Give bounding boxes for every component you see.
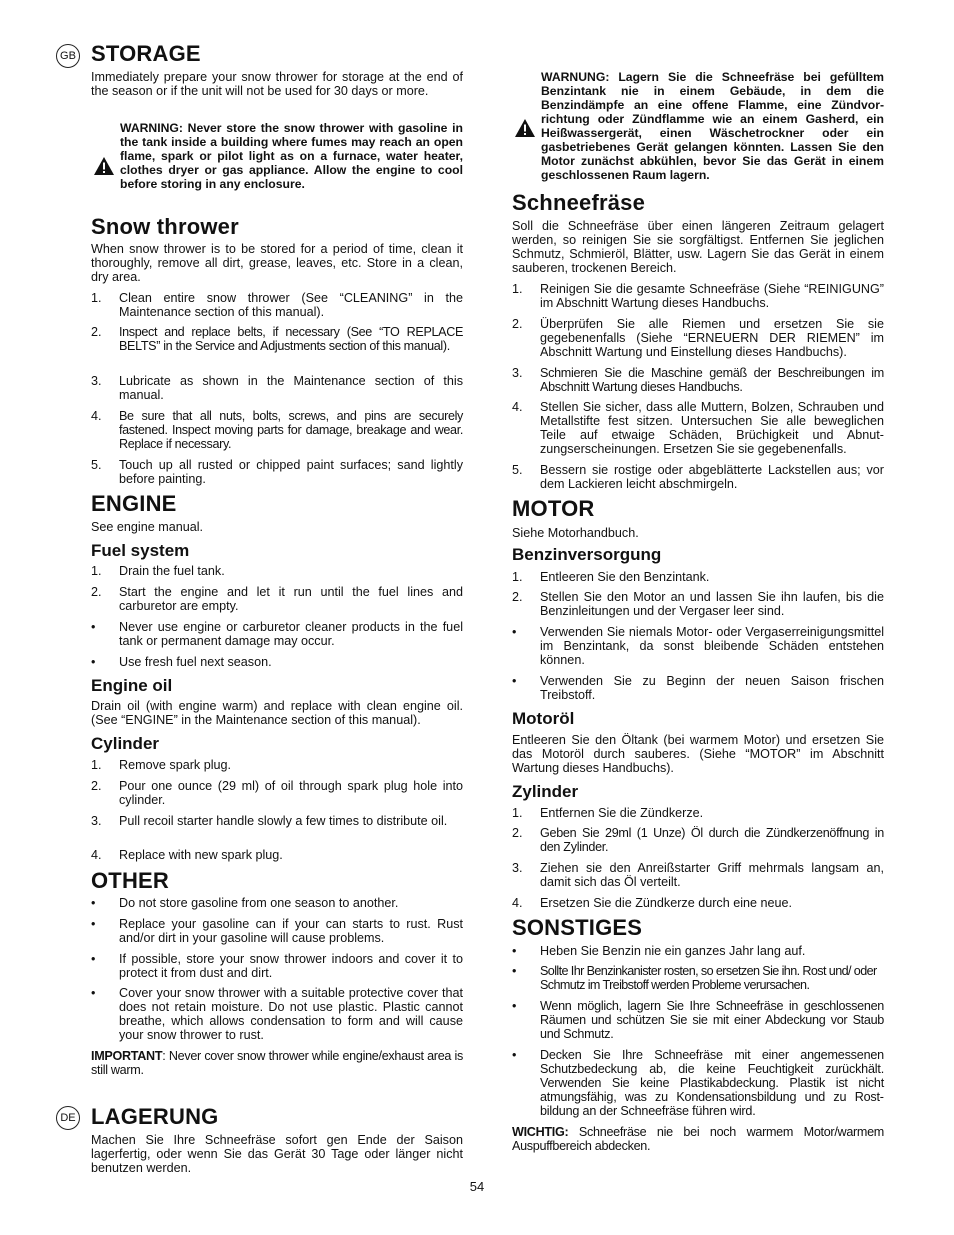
- schneefraese-intro: Soll die Schneefräse über einen längeren Zeitraum gelagert werden, so reinigen Sie sie sorgfältigst. Entfernen Sie jeglichen Schmutz, Schmieröl, Blätter, usw. Lagern Sie das Gerät in einem sauberen, trockenen Bereich.: [512, 219, 884, 275]
- engine-heading: ENGINE: [91, 491, 177, 516]
- engine-intro: See engine manual.: [91, 520, 204, 534]
- language-badge-de: DE: [56, 1106, 80, 1130]
- list-item: 2. Inspect and replace belts, if necessary (See “TO REPLACE BELTS” in the Service and Adjustments section of this manual).: [91, 325, 463, 353]
- engine-oil-text: Drain oil (with engine warm) and replace with clean engine oil. (See “ENGINE” in the Maintenance section of this manual).: [91, 699, 463, 727]
- list-item: • Verwenden Sie zu Beginn der neuen Saison frischen Treibstoff.: [512, 674, 884, 702]
- important-note: [91, 1049, 463, 1077]
- lagerung-heading: LAGERUNG: [91, 1104, 219, 1129]
- wichtig-note: [512, 1125, 884, 1153]
- list-item: • Cover your snow thrower with a suitable protective cover that does not retain moisture. Do not use plastic. Plastic cannot breathe, which allows condensation to form and will cause your snow thrower to rust.: [91, 986, 463, 1042]
- list-item: 4. Replace with new spark plug.: [91, 848, 283, 862]
- page-number: 54: [469, 1179, 485, 1194]
- list-item: 5. Touch up all rusted or chipped paint surfaces; sand lightly before painting.: [91, 458, 463, 486]
- list-item: • Sollte Ihr Benzinkanister rosten, so ersetzen Sie ihn. Rost und/ oder Schmutz im Treibstoff werden Probleme verursachen.: [512, 964, 877, 992]
- list-item: 1. Clean entire snow thrower (See “CLEANING” in the Maintenance section of this manual).: [91, 291, 463, 319]
- list-item: 4. Ersetzen Sie die Zündkerze durch eine neue.: [512, 896, 793, 910]
- snow-thrower-heading: Snow thrower: [91, 214, 239, 239]
- wichtig-text: Schneefräse nie bei noch warmem Motor/warmem Auspuffbereich abdecken.: [512, 1125, 884, 1153]
- schneefraese-heading: Schneefräse: [512, 190, 646, 215]
- storage-intro: Immediately prepare your snow thrower for storage at the end of the season or if the unit will not be used for 30 days or more.: [91, 70, 463, 98]
- list-item: 1. Entleeren Sie den Benzintank.: [512, 570, 710, 584]
- important-text: : Never cover snow thrower while engine/exhaust area is still warm.: [91, 1049, 463, 1077]
- list-item: 3. Schmieren Sie die Maschine gemäß der Beschreibungen im Abschnitt Wartung dieses Handbuchs.: [512, 366, 884, 394]
- list-item: 5. Bessern sie rostige oder abgeblätterte Lackstellen aus; vor dem Lackieren leicht abschmirgeln.: [512, 463, 884, 491]
- list-item: • Use fresh fuel next season.: [91, 655, 272, 669]
- benzinversorgung-heading: Benzinversorgung: [512, 545, 662, 564]
- list-item: 2. Pour one ounce (29 ml) of oil through spark plug hole into cylinder.: [91, 779, 463, 807]
- list-item: • Verwenden Sie niemals Motor- oder Vergaserreinigungsmittel im Benzintank, da sonst bleibende Schäden entstehen können.: [512, 625, 884, 667]
- list-item: • If possible, store your snow thrower indoors and cover it to protect it from dust and dirt.: [91, 952, 463, 980]
- storage-warning: WARNING: Never store the snow thrower with gasoline in the tank inside a building where fumes may reach an open flame, spark or pilot light as on a furnace, water heater, clothes dryer or gas appliance. Allow the engine to cool before storing in any enclosure.: [120, 121, 463, 191]
- warning-triangle-icon: [93, 156, 115, 176]
- list-item: 2. Stellen Sie den Motor an und lassen Sie ihn laufen, bis die Benzinleitungen und der Vergaser leer sind.: [512, 590, 884, 618]
- list-item: • Wenn möglich, lagern Sie Ihre Schneefräse in geschlossenen Räumen und schützen Sie sie mit einer Abdeckung vor Staub und Schmutz.: [512, 999, 884, 1041]
- warnung-text: WARNUNG: Lagern Sie die Schneefräse bei gefülltem Benzintank nie in einem Gebäude, in dem die Benzindämpfe an eine offene Flamme, eine Zündvorrichtung oder Zündflamme wie an einem Gasherd, ein Heißwassergerät, einen Wäschetrockner oder ein gasbetriebenes Gerät gelangen könnten. Lassen Sie den Motor zunächst abkühlen, bevor Sie das Gerät in einem geschlossenen Raum lagern.: [541, 70, 884, 182]
- storage-heading: STORAGE: [91, 41, 201, 66]
- list-item: • Decken Sie Ihre Schneefräse mit einer angemessenen Schutzbedeckung ab, die keine Feuchtigkeit zurückhält. Verwenden Sie keine Plastikabdeckung. Plastik ist nicht atmungsfähig, was zu Kondensationsbildung und zu Rostbildung an der Schneefräse führen wird.: [512, 1048, 884, 1118]
- list-item: 3. Ziehen sie den Anreißstarter Griff mehrmals langsam an, damit sich das Öl verteilt.: [512, 861, 884, 889]
- list-item: 1. Drain the fuel tank.: [91, 564, 225, 578]
- list-item: • Never use engine or carburetor cleaner products in the fuel tank or permanent damage may occur.: [91, 620, 463, 648]
- motoroel-heading: Motoröl: [512, 709, 575, 728]
- list-item: • Do not store gasoline from one season to another.: [91, 896, 399, 910]
- list-item: 4. Be sure that all nuts, bolts, screws, and pins are securely fastened. Inspect moving parts for damage, breakage and wear. Replace if necessary.: [91, 409, 463, 451]
- important-label: IMPORTANT: [91, 1049, 163, 1063]
- list-item: 1. Entfernen Sie die Zündkerze.: [512, 806, 704, 820]
- list-item: • Heben Sie Benzin nie ein ganzes Jahr lang auf.: [512, 944, 806, 958]
- engine-oil-heading: Engine oil: [91, 676, 173, 695]
- list-item: 1. Reinigen Sie die gesamte Schneefräse (Siehe “REINIGUNG” im Abschnitt Wartung dieses Handbuchs.: [512, 282, 884, 310]
- list-item: 3. Pull recoil starter handle slowly a few times to distribute oil.: [91, 814, 448, 828]
- list-item: • Replace your gasoline can if your can starts to rust. Rust and/or dirt in your gasoline will cause problems.: [91, 917, 463, 945]
- cylinder-heading: Cylinder: [91, 734, 160, 753]
- warning-triangle-icon: [514, 118, 536, 138]
- list-item: 1. Remove spark plug.: [91, 758, 231, 772]
- zylinder-heading: Zylinder: [512, 782, 579, 801]
- snow-thrower-intro: When snow thrower is to be stored for a period of time, clean it thoroughly, remove all dirt, grease, leaves, etc. Store in a clean, dry area.: [91, 242, 463, 284]
- other-heading: OTHER: [91, 868, 169, 893]
- motor-intro: Siehe Motorhandbuch.: [512, 526, 639, 540]
- language-badge-gb: GB: [56, 44, 80, 68]
- motor-heading: MOTOR: [512, 496, 595, 521]
- motoroel-text: Entleeren Sie den Öltank (bei warmem Motor) und ersetzen Sie das Motoröl durch sauberes. (Siehe “MOTOR” im Abschnitt Wartung dieses Handbuchs).: [512, 733, 884, 775]
- list-item: 2. Geben Sie 29ml (1 Unze) Öl durch die Zündkerzenöffnung in den Zylinder.: [512, 826, 884, 854]
- lagerung-intro: Machen Sie Ihre Schneefräse sofort gen Ende der Saison lagerfertig, oder wenn Sie das Gerät 30 Tage oder länger nicht benutzen werden.: [91, 1133, 463, 1175]
- list-item: 2. Start the engine and let it run until the fuel lines and carburetor are empty.: [91, 585, 463, 613]
- list-item: 3. Lubricate as shown in the Maintenance section of this manual.: [91, 374, 463, 402]
- fuel-system-heading: Fuel system: [91, 541, 190, 560]
- list-item: 2. Überprüfen Sie alle Riemen und ersetzen Sie sie gegebenenfalls (Siehe “ERNEUERN DER RIEMEN” im Abschnitt Wartung und Einstellung dieses Handbuchs).: [512, 317, 884, 359]
- wichtig-label: WICHTIG:: [512, 1125, 569, 1139]
- list-item: 4. Stellen Sie sicher, dass alle Muttern, Bolzen, Schrauben und Metallstifte fest sitzen. Untersuchen Sie alle beweglichen Teile auf etwaige Schäden, Brüchigkeit und Abnutzungserscheinungen. Ersetzen Sie sie gegebenenfalls.: [512, 400, 884, 456]
- sonstiges-heading: SONSTIGES: [512, 915, 643, 940]
